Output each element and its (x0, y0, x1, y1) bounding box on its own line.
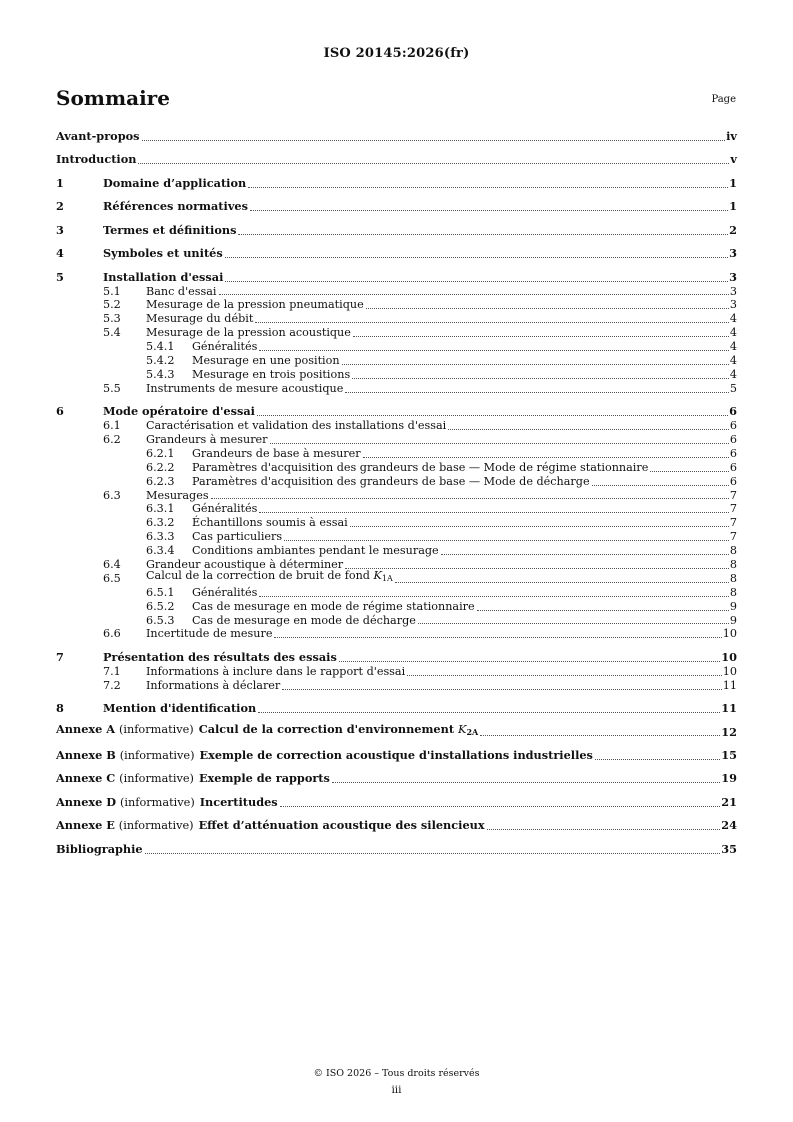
dot-leader (595, 759, 720, 760)
toc-entry-number: 6.5.3 (146, 613, 175, 627)
toc-entry-title-text: Incertitude de mesure (146, 627, 273, 641)
toc-entry[interactable] (56, 224, 737, 238)
toc-entry[interactable] (56, 200, 737, 214)
toc-entry-page: 4 (729, 353, 737, 367)
toc-entry-page: 6 (729, 474, 737, 488)
dot-leader (280, 806, 721, 807)
toc-entry-page: 11 (722, 678, 737, 692)
toc-entry-page: 6 (729, 432, 737, 446)
toc-entry-page: v (730, 152, 737, 167)
toc-entry-number: 6.3.1 (146, 502, 175, 516)
dot-leader (225, 257, 728, 258)
toc-entry-title-text: Mesurages (146, 488, 209, 502)
toc-entry-title-text: Introduction (56, 152, 137, 167)
toc-entry-title-text: Cas particuliers (192, 530, 283, 544)
annex-label: Annexe C (56, 771, 116, 786)
toc-entry[interactable] (56, 544, 737, 558)
dot-leader (225, 281, 728, 282)
dot-leader (477, 610, 729, 611)
footer-copyright: © ISO 2026 – Tous droits réservés (313, 1068, 480, 1079)
toc-entry[interactable] (56, 405, 737, 419)
toc-entry[interactable] (56, 340, 737, 354)
toc-entry-title-text: Mesurage de la pression acoustique (146, 326, 351, 340)
toc-entry[interactable] (56, 749, 737, 763)
toc-entry-title (56, 843, 143, 857)
toc-entry-title-text: Installation d'essai (103, 269, 224, 284)
toc-entry[interactable] (56, 530, 737, 544)
document-header: ISO 20145:2026(fr) (323, 46, 470, 61)
toc-entry[interactable] (56, 461, 737, 475)
toc-entry-page: 6 (729, 404, 737, 419)
dot-leader (238, 234, 728, 235)
dot-leader (441, 554, 729, 555)
annex-title: Incertitudes (199, 794, 278, 809)
toc-entry[interactable] (56, 177, 737, 191)
dot-leader (448, 429, 729, 430)
toc-entry[interactable] (56, 796, 737, 810)
toc-entry-title (56, 130, 140, 144)
toc-entry-number: 6.6 (103, 627, 121, 641)
dot-leader (211, 498, 729, 499)
toc-entry-title-text: Paramètres d'acquisition des grandeurs de base — Mode de régime stationnaire (192, 460, 649, 474)
annex-label: Annexe A (56, 721, 115, 736)
dot-leader (259, 596, 728, 597)
dot-leader (257, 415, 728, 416)
toc-entry-title-text: Mode opératoire d'essai (103, 404, 255, 419)
dot-leader (259, 350, 728, 351)
toc-entry-number: 1 (56, 175, 64, 190)
dot-leader (342, 364, 729, 365)
toc-entry-title (192, 544, 439, 558)
toc-entry-title (146, 419, 446, 433)
dot-leader (274, 637, 721, 638)
toc-entry-title (192, 586, 257, 600)
toc-entry-title (103, 405, 255, 419)
dot-leader (345, 568, 729, 569)
toc-entry-title (103, 224, 236, 238)
toc-entry[interactable] (56, 354, 737, 368)
toc-entry-title (146, 569, 393, 586)
toc-entry-page: 7 (729, 516, 737, 530)
toc-entry-page: 1 (729, 175, 737, 190)
toc-entry-title (192, 530, 282, 544)
toc-entry-title (103, 651, 337, 665)
toc-entry[interactable] (56, 702, 737, 716)
toc-entry[interactable] (56, 326, 737, 340)
toc-entry[interactable] (56, 285, 737, 299)
toc-entry-page: 3 (729, 298, 737, 312)
toc-entry-number: 6.1 (103, 419, 121, 433)
toc-entry-title (192, 502, 257, 516)
toc-entry[interactable] (56, 298, 737, 312)
toc-entry-title-text: Cas de mesurage en mode de régime stationnaire (192, 599, 475, 613)
table-of-contents (56, 130, 737, 857)
toc-entry-number: 6.2 (103, 432, 121, 446)
toc-entry-page: 4 (729, 326, 737, 340)
toc-entry-page: 15 (721, 747, 737, 762)
dot-leader (145, 853, 721, 854)
toc-entry-page: 2 (729, 222, 737, 237)
math-symbol: K (373, 568, 382, 582)
toc-entry[interactable] (56, 502, 737, 516)
dot-leader (258, 712, 720, 713)
dot-leader (345, 392, 729, 393)
toc-entry-number: 6.5 (103, 571, 121, 585)
toc-entry-title (56, 796, 278, 810)
toc-entry-page: 7 (729, 530, 737, 544)
toc-entry-page: 3 (729, 246, 737, 261)
toc-entry-title-text: Bibliographie (56, 841, 143, 856)
toc-entry-number: 3 (56, 222, 64, 237)
toc-entry-page: 4 (729, 340, 737, 354)
toc-entry-title (192, 354, 340, 368)
toc-entry-number: 5.5 (103, 381, 121, 395)
annex-type: (informative) (119, 748, 195, 762)
toc-entry-page: 6 (729, 446, 737, 460)
annex-type: (informative) (119, 795, 195, 809)
annex-title: Exemple de rapports (198, 771, 330, 786)
toc-entry-number: 7.2 (103, 678, 121, 692)
toc-entry-title (56, 749, 593, 763)
dot-leader (270, 443, 729, 444)
toc-entry-number: 6.2.2 (146, 460, 175, 474)
toc-entry-number: 5.1 (103, 284, 121, 298)
dot-leader (339, 661, 720, 662)
toc-entry[interactable] (56, 614, 737, 628)
toc-entry-number: 6.4 (103, 557, 121, 571)
toc-entry[interactable] (56, 516, 737, 530)
toc-entry-number: 8 (56, 701, 64, 716)
dot-leader (282, 689, 721, 690)
toc-entry-title (103, 247, 223, 261)
page-title: Sommaire (56, 86, 170, 110)
toc-entry-page: 10 (722, 664, 737, 678)
dot-leader (332, 782, 720, 783)
toc-entry-page: 3 (729, 269, 737, 284)
toc-entry[interactable] (56, 843, 737, 857)
toc-entry-title (146, 326, 351, 340)
annex-label: Annexe D (56, 794, 117, 809)
toc-entry[interactable] (56, 247, 737, 261)
toc-entry-page: 12 (721, 724, 737, 739)
toc-entry-title (192, 340, 257, 354)
toc-entry-page: 1 (729, 199, 737, 214)
toc-entry-title (146, 298, 364, 312)
toc-entry-number: 6.5.1 (146, 585, 175, 599)
toc-entry-title-text: Avant-propos (56, 128, 140, 143)
toc-entry-title (56, 153, 136, 167)
toc-entry-number: 6.3 (103, 488, 121, 502)
toc-entry-page: 6 (729, 419, 737, 433)
toc-entry-title (192, 475, 590, 489)
toc-entry[interactable] (56, 489, 737, 503)
footer-page-number: iii (391, 1084, 402, 1096)
toc-entry-title-text: Instruments de mesure acoustique (146, 381, 344, 395)
toc-entry[interactable] (56, 475, 737, 489)
toc-entry[interactable] (56, 419, 737, 433)
toc-entry-title-text: Généralités (192, 585, 258, 599)
annex-type: (informative) (118, 722, 194, 736)
toc-entry-title (103, 271, 223, 285)
toc-entry-title-text: Présentation des résultats des essais (103, 649, 337, 664)
dot-leader (480, 735, 720, 736)
toc-entry-number: 5.2 (103, 298, 121, 312)
toc-entry-title (146, 382, 343, 396)
toc-entry-number: 2 (56, 199, 64, 214)
toc-entry-number: 6.3.2 (146, 516, 175, 530)
dot-leader (407, 675, 722, 676)
toc-entry-number: 6.2.3 (146, 474, 175, 488)
dot-leader (650, 471, 729, 472)
toc-entry-number: 5.3 (103, 312, 121, 326)
toc-entry-title-text: Grandeurs à mesurer (146, 432, 268, 446)
toc-entry-page: 7 (729, 488, 737, 502)
annex-label: Annexe B (56, 747, 116, 762)
toc-entry-title-text: Références normatives (103, 199, 248, 214)
dot-leader (138, 163, 729, 164)
page-column-label: Page (711, 94, 736, 105)
toc-entry-title-text: Caractérisation et validation des installations d'essai (146, 419, 447, 433)
toc-entry-title (146, 285, 217, 299)
toc-entry-page: 35 (721, 841, 737, 856)
toc-entry-number: 6.3.3 (146, 530, 175, 544)
toc-entry-title (103, 177, 246, 191)
toc-entry-title-text: Paramètres d'acquisition des grandeurs de base — Mode de décharge (192, 474, 590, 488)
toc-entry-title-text: Généralités (192, 502, 258, 516)
toc-entry-title (192, 516, 348, 530)
annex-type: (informative) (119, 772, 194, 786)
toc-entry-page: 6 (729, 460, 737, 474)
toc-entry-title-text: Grandeur acoustique à déterminer (146, 557, 344, 571)
dot-leader (284, 540, 729, 541)
dot-leader (219, 294, 729, 295)
toc-entry-title (146, 627, 272, 641)
toc-entry[interactable] (56, 772, 737, 786)
toc-entry-title-text: Termes et définitions (103, 222, 237, 237)
math-subscript: 1A (381, 573, 393, 583)
toc-entry-number: 5.4.2 (146, 353, 175, 367)
toc-entry-title-text: Mesurage de la pression pneumatique (146, 298, 364, 312)
dot-leader (259, 512, 728, 513)
dot-leader (418, 623, 729, 624)
toc-entry[interactable] (56, 819, 737, 833)
toc-entry-page: 9 (729, 613, 737, 627)
toc-entry-title (192, 461, 648, 475)
toc-entry-number: 7.1 (103, 664, 121, 678)
math-symbol: K (458, 722, 467, 736)
toc-entry-title (56, 772, 330, 786)
dot-leader (248, 187, 728, 188)
toc-entry-page: 24 (721, 818, 737, 833)
toc-entry-page: 21 (721, 794, 737, 809)
annex-title: Calcul de la correction d'environnement (198, 721, 455, 736)
toc-entry-title-text: Symboles et unités (103, 246, 223, 261)
dot-leader (142, 140, 726, 141)
annex-type: (informative) (118, 819, 194, 833)
toc-entry-page: 8 (729, 544, 737, 558)
toc-entry-page: 5 (729, 381, 737, 395)
toc-entry[interactable] (56, 447, 737, 461)
toc-entry[interactable] (56, 721, 737, 740)
toc-entry[interactable] (56, 153, 737, 167)
toc-entry-title-text: Échantillons soumis à essai (192, 516, 348, 530)
toc-entry-page: 4 (729, 367, 737, 381)
dot-leader (592, 485, 729, 486)
toc-entry-page: 8 (729, 571, 737, 585)
toc-entry-title-text: Mention d'identification (103, 701, 257, 716)
toc-entry[interactable] (56, 433, 737, 447)
toc-entry[interactable] (56, 130, 737, 144)
toc-entry-page: 8 (729, 585, 737, 599)
dot-leader (255, 322, 729, 323)
toc-entry-title-text: Grandeurs de base à mesurer (192, 446, 361, 460)
toc-entry-title (146, 665, 405, 679)
toc-entry-title (192, 368, 350, 382)
dot-leader (363, 457, 729, 458)
toc-entry-title (146, 433, 268, 447)
toc-entry-number: 7 (56, 649, 64, 664)
toc-entry-title (192, 447, 361, 461)
toc-entry[interactable] (56, 679, 737, 693)
toc-entry-title (56, 819, 485, 833)
toc-entry-title (146, 489, 209, 503)
toc-entry-page: 10 (721, 649, 737, 664)
annex-title: Effet d’atténuation acoustique des silencieux (198, 818, 485, 833)
toc-entry[interactable] (56, 586, 737, 600)
dot-leader (250, 210, 728, 211)
toc-entry-title (103, 702, 256, 716)
toc-entry-title (146, 679, 280, 693)
toc-entry-number: 5 (56, 269, 64, 284)
toc-entry-number: 6.5.2 (146, 599, 175, 613)
toc-entry-number: 6.3.4 (146, 544, 175, 558)
toc-entry-title (146, 312, 253, 326)
toc-entry[interactable] (56, 271, 737, 285)
dot-leader (353, 336, 729, 337)
toc-entry-title-text: Calcul de la correction de bruit de fond (146, 568, 370, 582)
toc-entry-page: 9 (729, 599, 737, 613)
toc-entry-page: 8 (729, 557, 737, 571)
toc-entry[interactable] (56, 368, 737, 382)
toc-entry[interactable] (56, 627, 737, 641)
annex-label: Annexe E (56, 818, 115, 833)
toc-entry-page: iv (726, 128, 737, 143)
toc-entry-title (192, 614, 416, 628)
toc-entry-number: 6 (56, 404, 64, 419)
toc-entry-title-text: Mesurage du débit (146, 312, 254, 326)
dot-leader (350, 526, 729, 527)
toc-entry-title-text: Informations à inclure dans le rapport d'essai (146, 664, 406, 678)
toc-entry[interactable] (56, 382, 737, 396)
toc-entry-page: 19 (721, 771, 737, 786)
toc-entry-title-text: Mesurage en une position (192, 353, 340, 367)
dot-leader (366, 308, 729, 309)
toc-entry-title-text: Banc d'essai (146, 284, 217, 298)
toc-entry[interactable] (56, 651, 737, 665)
toc-entry-page: 3 (729, 284, 737, 298)
toc-entry-page: 11 (721, 701, 737, 716)
toc-entry-number: 5.4.1 (146, 340, 175, 354)
toc-entry[interactable] (56, 568, 737, 586)
toc-entry-title (103, 200, 248, 214)
toc-entry-title-text: Domaine d’application (103, 175, 247, 190)
toc-entry-title-text: Généralités (192, 340, 258, 354)
toc-entry-number: 6.2.1 (146, 446, 175, 460)
toc-entry[interactable] (56, 312, 737, 326)
annex-title: Exemple de correction acoustique d'installations industrielles (199, 747, 593, 762)
toc-entry-page: 4 (729, 312, 737, 326)
toc-entry-page: 7 (729, 502, 737, 516)
toc-entry-number: 5.4.3 (146, 367, 175, 381)
dot-leader (487, 829, 721, 830)
toc-entry-title-text: Cas de mesurage en mode de décharge (192, 613, 416, 627)
toc-entry-title-text: Mesurage en trois positions (192, 367, 351, 381)
toc-entry-title-text: Informations à déclarer (146, 678, 281, 692)
dot-leader (395, 582, 729, 583)
toc-entry-page: 10 (722, 627, 737, 641)
toc-entry[interactable] (56, 665, 737, 679)
toc-entry[interactable] (56, 600, 737, 614)
math-subscript: 2A (466, 726, 479, 737)
toc-entry-number: 5.4 (103, 326, 121, 340)
toc-entry-title-text: Conditions ambiantes pendant le mesurage (192, 544, 439, 558)
toc-entry-title (56, 723, 478, 740)
toc-entry-title (192, 600, 475, 614)
dot-leader (352, 378, 729, 379)
toc-entry-number: 4 (56, 246, 64, 261)
